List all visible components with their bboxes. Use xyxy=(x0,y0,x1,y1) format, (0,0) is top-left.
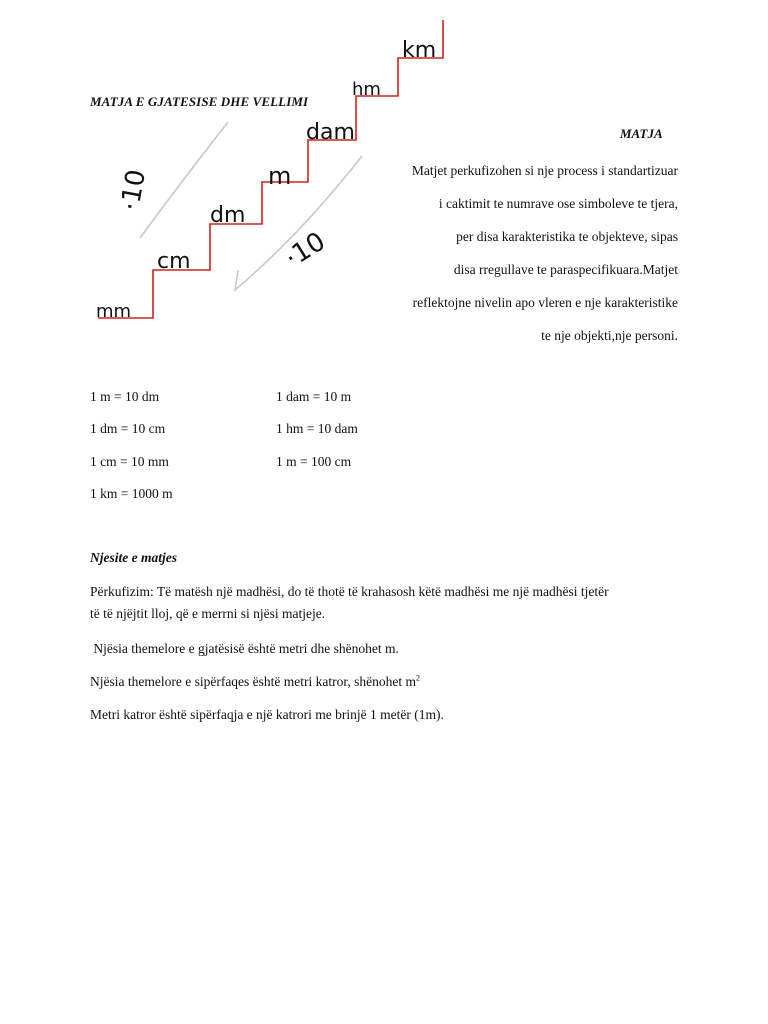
up-multiplier-label: ·10 xyxy=(115,167,153,214)
matja-line: reflektojne nivelin apo vleren e nje karakteristike xyxy=(412,295,678,310)
step-label-m: m xyxy=(268,162,292,190)
down-multiplier-label: ·10 xyxy=(279,226,331,274)
matja-line: Matjet perkufizohen si nje process i standartizuar xyxy=(411,163,678,178)
conversion-item: 1 cm = 10 mm xyxy=(90,454,169,469)
square-meter-text: Metri katror është sipërfaqja e një katrori me brinjë 1 metër (1m). xyxy=(90,707,444,722)
conversion-item: 1 hm = 10 dam xyxy=(276,421,358,436)
definition-paragraph xyxy=(90,581,680,625)
area-unit-text: Njësia themelore e sipërfaqes është metri katror, shënohet m xyxy=(90,674,416,689)
conversion-item: 1 m = 10 dm xyxy=(90,389,160,404)
document-title: MATJA E GJATESISE DHE VELLIMI xyxy=(90,94,309,109)
matja-line: te nje objekti,nje personi. xyxy=(541,328,678,343)
area-unit-exponent: 2 xyxy=(415,673,420,683)
section-title-matja: MATJA xyxy=(620,126,663,141)
definition-line: të të njëjtit lloj, që e merrni si njësi matjeje. xyxy=(90,606,326,621)
matja-line: i caktimit te numrave ose simboleve te tjera, xyxy=(438,196,678,211)
conversion-item: 1 dm = 10 cm xyxy=(90,421,166,436)
definition-line: Përkufizim: Të matësh një madhësi, do të thotë të krahasosh këtë madhësi me një madhësi tjetër xyxy=(90,584,609,599)
step-label-hm: hm xyxy=(352,79,381,100)
matja-paragraph xyxy=(372,154,678,352)
step-label-km: km xyxy=(402,38,437,63)
conversion-item: 1 m = 100 cm xyxy=(276,454,352,469)
step-label-cm: cm xyxy=(157,249,191,274)
matja-line: per disa karakteristika te objekteve, sipas xyxy=(456,229,678,244)
area-unit-paragraph xyxy=(90,671,680,693)
matja-line: disa rregullave te paraspecifikuara.Matjet xyxy=(453,262,678,277)
step-label-dm: dm xyxy=(210,203,246,228)
conversion-item: 1 km = 1000 m xyxy=(90,486,173,501)
step-label-mm: mm xyxy=(96,301,132,322)
conversion-item: 1 dam = 10 m xyxy=(276,389,352,404)
step-label-dam: dam xyxy=(306,120,355,145)
units-heading: Njesite e matjes xyxy=(90,550,177,565)
length-unit-text: Njësia themelore e gjatësisë është metri dhe shënohet m. xyxy=(90,641,399,656)
